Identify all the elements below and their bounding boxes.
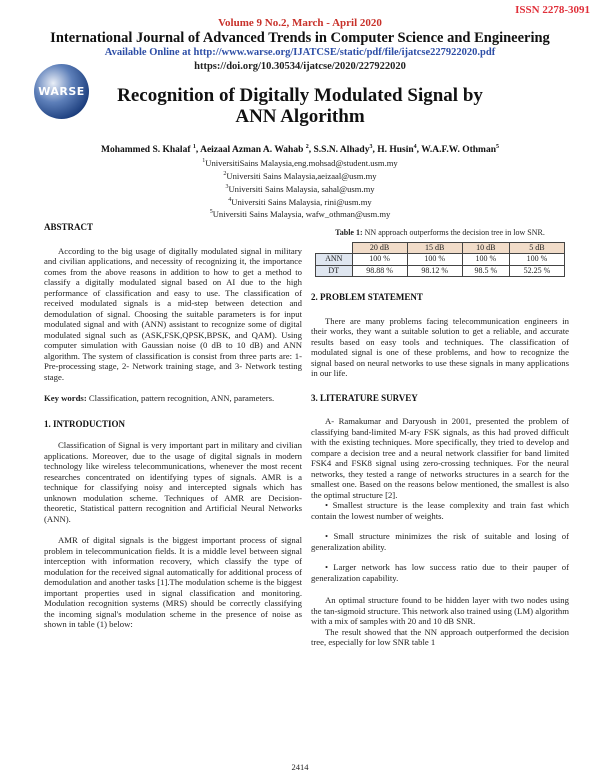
table-row: [316, 265, 565, 277]
bullet-3: • Larger network has low success ratio due to their pauper of generalization capability.: [311, 562, 569, 583]
volume-line: Volume 9 No.2, March - April 2020: [218, 17, 382, 29]
affiliation: $^3$Universiti Sains Malaysia, sahal@usm.my: [225, 183, 375, 194]
left-column: [44, 222, 302, 630]
affiliation-list: [0, 156, 600, 220]
author: W.A.F.W. Othman$^5$: [421, 144, 499, 156]
warse-logo-text: WARSE: [38, 85, 85, 98]
intro-paragraph-2: AMR of digital signals is the biggest important process of signal problem in telecommunication fields. It is a middle level between signal interception with information recovery, which classify the type of modulation for the received signal automatically for additional process of demodulation and another tasks [1].The modulation scheme is the biggest important properties used in signal classification and monitoring. Modulation recognition systems (MRS) should be correctly classifying the incoming signal's modulation scheme in the presence of noise as shown in table (1) below:: [44, 535, 302, 629]
affiliation: $^1$UniversitiSains Malaysia,eng.mohsad@student.usm.my: [202, 157, 398, 168]
intro-paragraph-1: Classification of Signal is very important part in military and civilian applications. Moreover, due to the usage of digital signals in modern technology like wireless telecommunications, whenever the most recent researches concentrated on identifying types of signals. AMR is a technique for classifying noisy and intercepted signals which has unknown modulation scheme. Techniques of AMR are Decision-theoretic, Statistical pattern recognition and Artificial Neural Networks (ANN).: [44, 440, 302, 524]
abstract-heading: ABSTRACT: [44, 222, 94, 232]
keywords: [44, 393, 302, 404]
table-cell: 98.12 %: [407, 265, 462, 277]
right-column: [311, 228, 569, 648]
intro-heading: 1. INTRODUCTION: [44, 418, 126, 429]
paper-title: [0, 85, 600, 127]
author: H. Husin$^4$: [377, 144, 417, 156]
affiliation: $^4$Universiti Sains Malaysia, rini@usm.my: [228, 196, 372, 207]
paper-title-line1: Recognition of Digitally Modulated Signal by: [117, 85, 483, 106]
affiliation: $^2$Universiti Sains Malaysia,aeizaal@usm.my: [223, 170, 377, 181]
table-header-cell: 10 dB: [462, 242, 509, 254]
abstract-text: According to the big usage of digitally modulated signal in military and civilian applications, and necessity of recognizing it, the importance comes from the above reasons in addition to how to get a method to classify a digitally modulated signal based on AI due to the high performance of classification and easy to use. The classification of received modulated signals is a mid-step between detection and demodulation of signal. Choosing the suitable parameters is for input modulated signal and with (ANN) assistant to recognize some of digital modulated signal such as (ASK,FSK,QPSK,BPSK, and QAM). Using computer simulation with Gaussian noise (0 dB to 10 dB) and ANN algorithm. The system of classification is consist from three parts are: 1- Pre-processing stage, 2- Network training stage, and 3- Network testing stage.: [44, 245, 302, 382]
table-header-row: [316, 242, 565, 254]
table-row-label: ANN: [316, 254, 353, 266]
table-cell: 100 %: [509, 254, 564, 266]
keywords-label: Key words:: [44, 393, 87, 403]
table-header-cell: 20 dB: [352, 242, 407, 254]
table-cell: 98.5 %: [462, 265, 509, 277]
available-online-link[interactable]: Available Online at http://www.warse.org/IJATCSE/static/pdf/file/ijatcse227922020.pdf: [104, 47, 496, 58]
author: Aeizaal Azman A. Wahab $^2$: [200, 144, 309, 156]
literature-heading: 3. LITERATURE SURVEY: [311, 392, 418, 403]
author: S.S.N. Alhady$^3$: [313, 144, 373, 156]
table-cell: 98.88 %: [352, 265, 407, 277]
literature-paragraph-1: A- Ramakumar and Daryoush in 2001, presented the problem of classifying band-limited M-ary FSK signals, as this had proved difficult with the existing techniques. More specifically, they tried to develop and compare a decision tree and a neural network classifier for band limited FSK4 and FSK8 signal using zero-crossing techniques. For the neural networks, they tested a range of networks structures in a search for the smallest one. Based on the reasons below mentioned, the smallest is also the optimal structure [2].: [311, 416, 569, 500]
literature-paragraph-3: The result showed that the NN approach outperformed the decision tree, especially for low SNR table 1: [311, 626, 569, 647]
bullet-2: • Small structure minimizes the risk of suitable and losing of generalization ability.: [311, 531, 569, 552]
literature-paragraph-2: An optimal structure found to be hidden layer with two nodes using the tan-sigmoid structure. This network also trained using (LM) algorithm with a mix of samples with 20 and 10 dB SNR.: [311, 595, 569, 626]
doi-link[interactable]: https://doi.org/10.30534/ijatcse/2020/227922020: [194, 61, 406, 72]
table-corner-cell: [316, 242, 353, 254]
page-number: 2414: [291, 762, 309, 772]
table-caption: [311, 228, 569, 239]
table-row: [316, 254, 565, 266]
table-header-cell: 15 dB: [407, 242, 462, 254]
table-cell: 100 %: [462, 254, 509, 266]
keywords-text: Classification, pattern recognition, ANN, parameters.: [88, 393, 275, 403]
problem-heading: 2. PROBLEM STATEMENT: [311, 292, 423, 302]
table-cell: 52.25 %: [509, 265, 564, 277]
bullet-1: • Smallest structure is the lease complexity and train fast which contain the lowest number of weights.: [311, 500, 569, 521]
paper-title-line2: ANN Algorithm: [235, 106, 365, 127]
author-list: Mohammed S. Khalaf $^1$, Aeizaal Azman A. Wahab $^2$, S.S.N. Alhady$^3$, H. Husin$^4$, W.A.F.W. Othman$^5$: [101, 144, 499, 156]
issn-label: ISSN 2278-3091: [515, 4, 590, 16]
problem-text: There are many problems facing telecommunication engineers in their works, they want a suitable solution to get a reliable, and accurate results based on easy tools and techniques. The classification of modulated signal is one of these problems, and how to recognize the signal based on neural networks to use these signals in many applications in our life.: [311, 315, 569, 378]
author: Mohammed S. Khalaf $^1$: [101, 144, 196, 156]
table-cell: 100 %: [352, 254, 407, 266]
table-caption-label: Table 1:: [335, 228, 363, 237]
table-cell: 100 %: [407, 254, 462, 266]
table-caption-text: NN approach outperforms the decision tree in low SNR.: [364, 228, 545, 237]
journal-title: International Journal of Advanced Trends in Computer Science and Engineering: [50, 30, 550, 46]
results-table: [315, 242, 565, 278]
table-row-label: DT: [316, 265, 353, 277]
table-header-cell: 5 dB: [509, 242, 564, 254]
affiliation: $^5$Universiti Sains Malaysia, wafw_othman@usm.my: [209, 209, 391, 220]
